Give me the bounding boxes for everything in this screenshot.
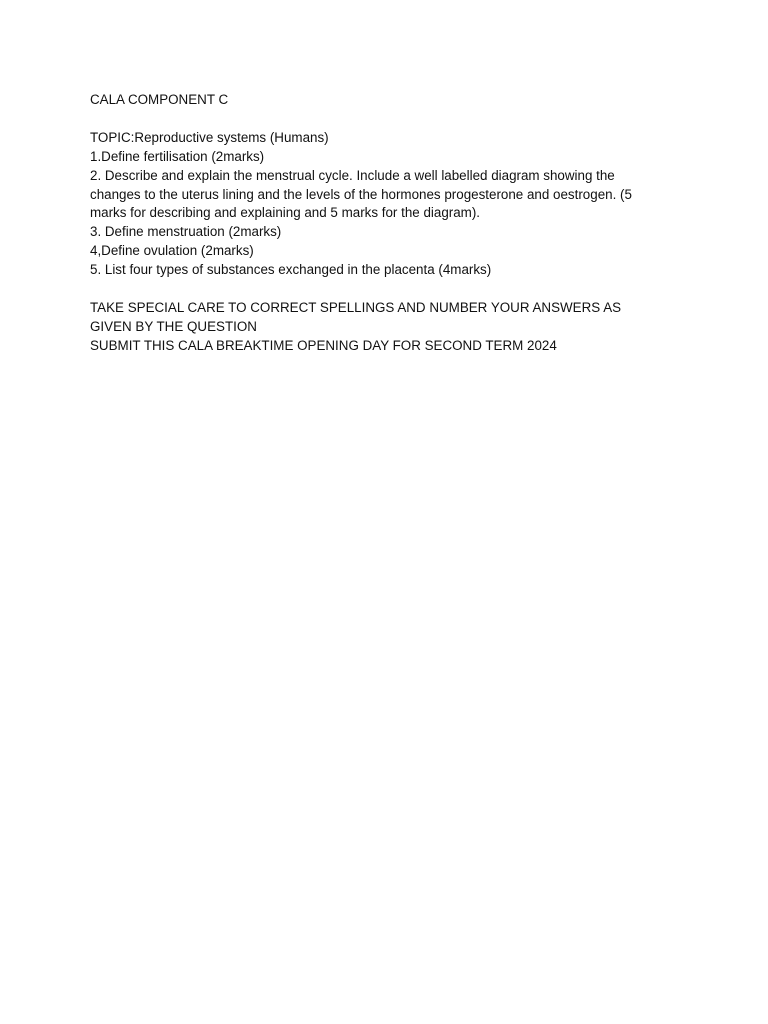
spacer (90, 110, 665, 129)
question-5: 5. List four types of substances exchanged in the placenta (4marks) (90, 262, 492, 278)
instruction-text: TAKE SPECIAL CARE TO CORRECT SPELLINGS AND NUMBER YOUR ANSWERS AS GIVEN BY THE QUESTION (90, 299, 622, 334)
question-1: 1.Define fertilisation (2marks) (90, 148, 265, 164)
submission-text: SUBMIT THIS CALA BREAKTIME OPENING DAY FOR SECOND TERM 2024 (90, 337, 557, 353)
document-heading: CALA COMPONENT C (90, 92, 229, 107)
spacer (90, 280, 665, 299)
question-2: 2. Describe and explain the menstrual cycle. Include a well labelled diagram showing the changes to the uterus lining and the levels of the hormones progesterone and oestrogen. (5 marks for describing and explaining and 5 marks for the diagram). (90, 167, 632, 221)
question-3: 3. Define menstruation (2marks) (90, 224, 282, 240)
topic-line: TOPIC:Reproductive systems (Humans) (90, 129, 329, 145)
question-4: 4,Define ovulation (2marks) (90, 243, 254, 259)
document-body (90, 91, 665, 356)
